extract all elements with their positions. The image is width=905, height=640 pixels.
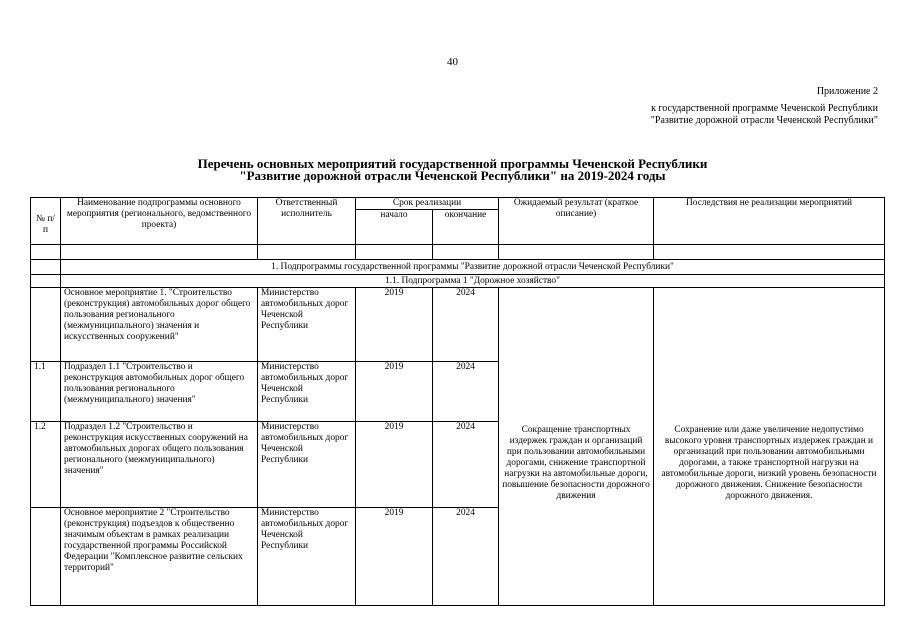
spacer-cell bbox=[499, 245, 654, 260]
row-num: 1.2 bbox=[31, 422, 61, 508]
section-num-cell bbox=[31, 260, 61, 275]
spacer-cell bbox=[61, 245, 258, 260]
document-title-line2: "Развитие дорожной отрасли Чеченской Республики" на 2019-2024 годы bbox=[239, 168, 666, 183]
row-end: 2024 bbox=[433, 422, 499, 508]
row-num: 1.1 bbox=[31, 362, 61, 422]
subsection-num-cell bbox=[31, 275, 61, 288]
header-result: Ожидаемый результат (краткое описание) bbox=[499, 198, 654, 245]
appendix-subtitle-line1: к государственной программе Чеченской Республики bbox=[651, 103, 878, 114]
row-num bbox=[31, 508, 61, 606]
section-title: 1. Подпрограммы государственной программы "Развитие дорожной отрасли Чеченской Республики" bbox=[61, 260, 885, 275]
table-row bbox=[31, 288, 885, 362]
spacer-cell bbox=[258, 245, 356, 260]
spacer-cell bbox=[356, 245, 433, 260]
header-name: Наименование подпрограммы основного мероприятия (регионального, ведомственного проекта) bbox=[61, 198, 258, 245]
section-row bbox=[31, 260, 885, 275]
row-end: 2024 bbox=[433, 288, 499, 362]
row-responsible: Министерство автомобильных дорог Чеченской Республики bbox=[258, 422, 356, 508]
row-responsible: Министерство автомобильных дорог Чеченской Республики bbox=[258, 288, 356, 362]
consequences-blank-cell bbox=[654, 288, 885, 362]
row-name: Подраздел 1.2 "Строительство и реконструкция искусственных сооружений на автомобильных дорогах общего пользования регионального (межмуниципального) значения" bbox=[61, 422, 258, 508]
expected-result: Сокращение транспортных издержек граждан и организаций при пользовании автомобильными дорогами, снижение транспортной нагрузки на автомобильные дороги, повышение безопасности дорожного движения bbox=[499, 362, 654, 606]
result-blank-cell bbox=[499, 288, 654, 362]
header-consequences: Последствия не реализации мероприятий bbox=[654, 198, 885, 245]
row-responsible: Министерство автомобильных дорог Чеченской Республики bbox=[258, 362, 356, 422]
subsection-row bbox=[31, 275, 885, 288]
row-name: Основное мероприятие 1. "Строительство (реконструкция) автомобильных дорог общего пользования регионального (межмуниципального) значения и искусственных сооружений" bbox=[61, 288, 258, 362]
row-start: 2019 bbox=[356, 422, 433, 508]
consequences: Сохранение или даже увеличение недопустимо высокого уровня транспортных издержек граждан и организаций при пользовании автомобильными дорогами, а также транспортной нагрузки на автомобильные дороги, низкий уровень безопасности дорожного движения. Снижение безопасности дорожного движения. bbox=[654, 362, 885, 606]
row-end: 2024 bbox=[433, 508, 499, 606]
row-name: Подраздел 1.1 "Строительство и реконструкция автомобильных дорог общего пользования регионального (межмуниципального) значения" bbox=[61, 362, 258, 422]
row-num bbox=[31, 288, 61, 362]
appendix-subtitle-line2: "Развитие дорожной отрасли Чеченской Республики" bbox=[650, 115, 878, 126]
row-start: 2019 bbox=[356, 508, 433, 606]
subsection-title: 1.1. Подпрограмма 1 "Дорожное хозяйство" bbox=[61, 275, 885, 288]
spacer-cell bbox=[654, 245, 885, 260]
row-start: 2019 bbox=[356, 288, 433, 362]
row-responsible: Министерство автомобильных дорог Чеченской Республики bbox=[258, 508, 356, 606]
page-number: 40 bbox=[447, 56, 458, 68]
row-name: Основное мероприятие 2 "Строительство (реконструкция) подъездов к общественно значимым объектам в рамках реализации государственной программы Российской Федерации "Комплексное развитие сельских территорий" bbox=[61, 508, 258, 606]
row-start: 2019 bbox=[356, 362, 433, 422]
appendix-label: Приложение 2 bbox=[816, 86, 878, 97]
header-period: Срок реализации bbox=[356, 198, 499, 210]
spacer-cell bbox=[31, 245, 61, 260]
spacer-row bbox=[31, 245, 885, 260]
activities-table bbox=[30, 197, 885, 606]
header-start: начало bbox=[356, 210, 433, 245]
header-end: окончание bbox=[433, 210, 499, 245]
header-responsible: Ответственный исполнитель bbox=[258, 198, 356, 245]
document-title-line1: Перечень основных мероприятий государственной программы Чеченской Республики bbox=[197, 156, 708, 171]
table-row bbox=[31, 362, 885, 422]
spacer-cell bbox=[433, 245, 499, 260]
header-num: № п/п bbox=[31, 198, 61, 245]
row-end: 2024 bbox=[433, 362, 499, 422]
